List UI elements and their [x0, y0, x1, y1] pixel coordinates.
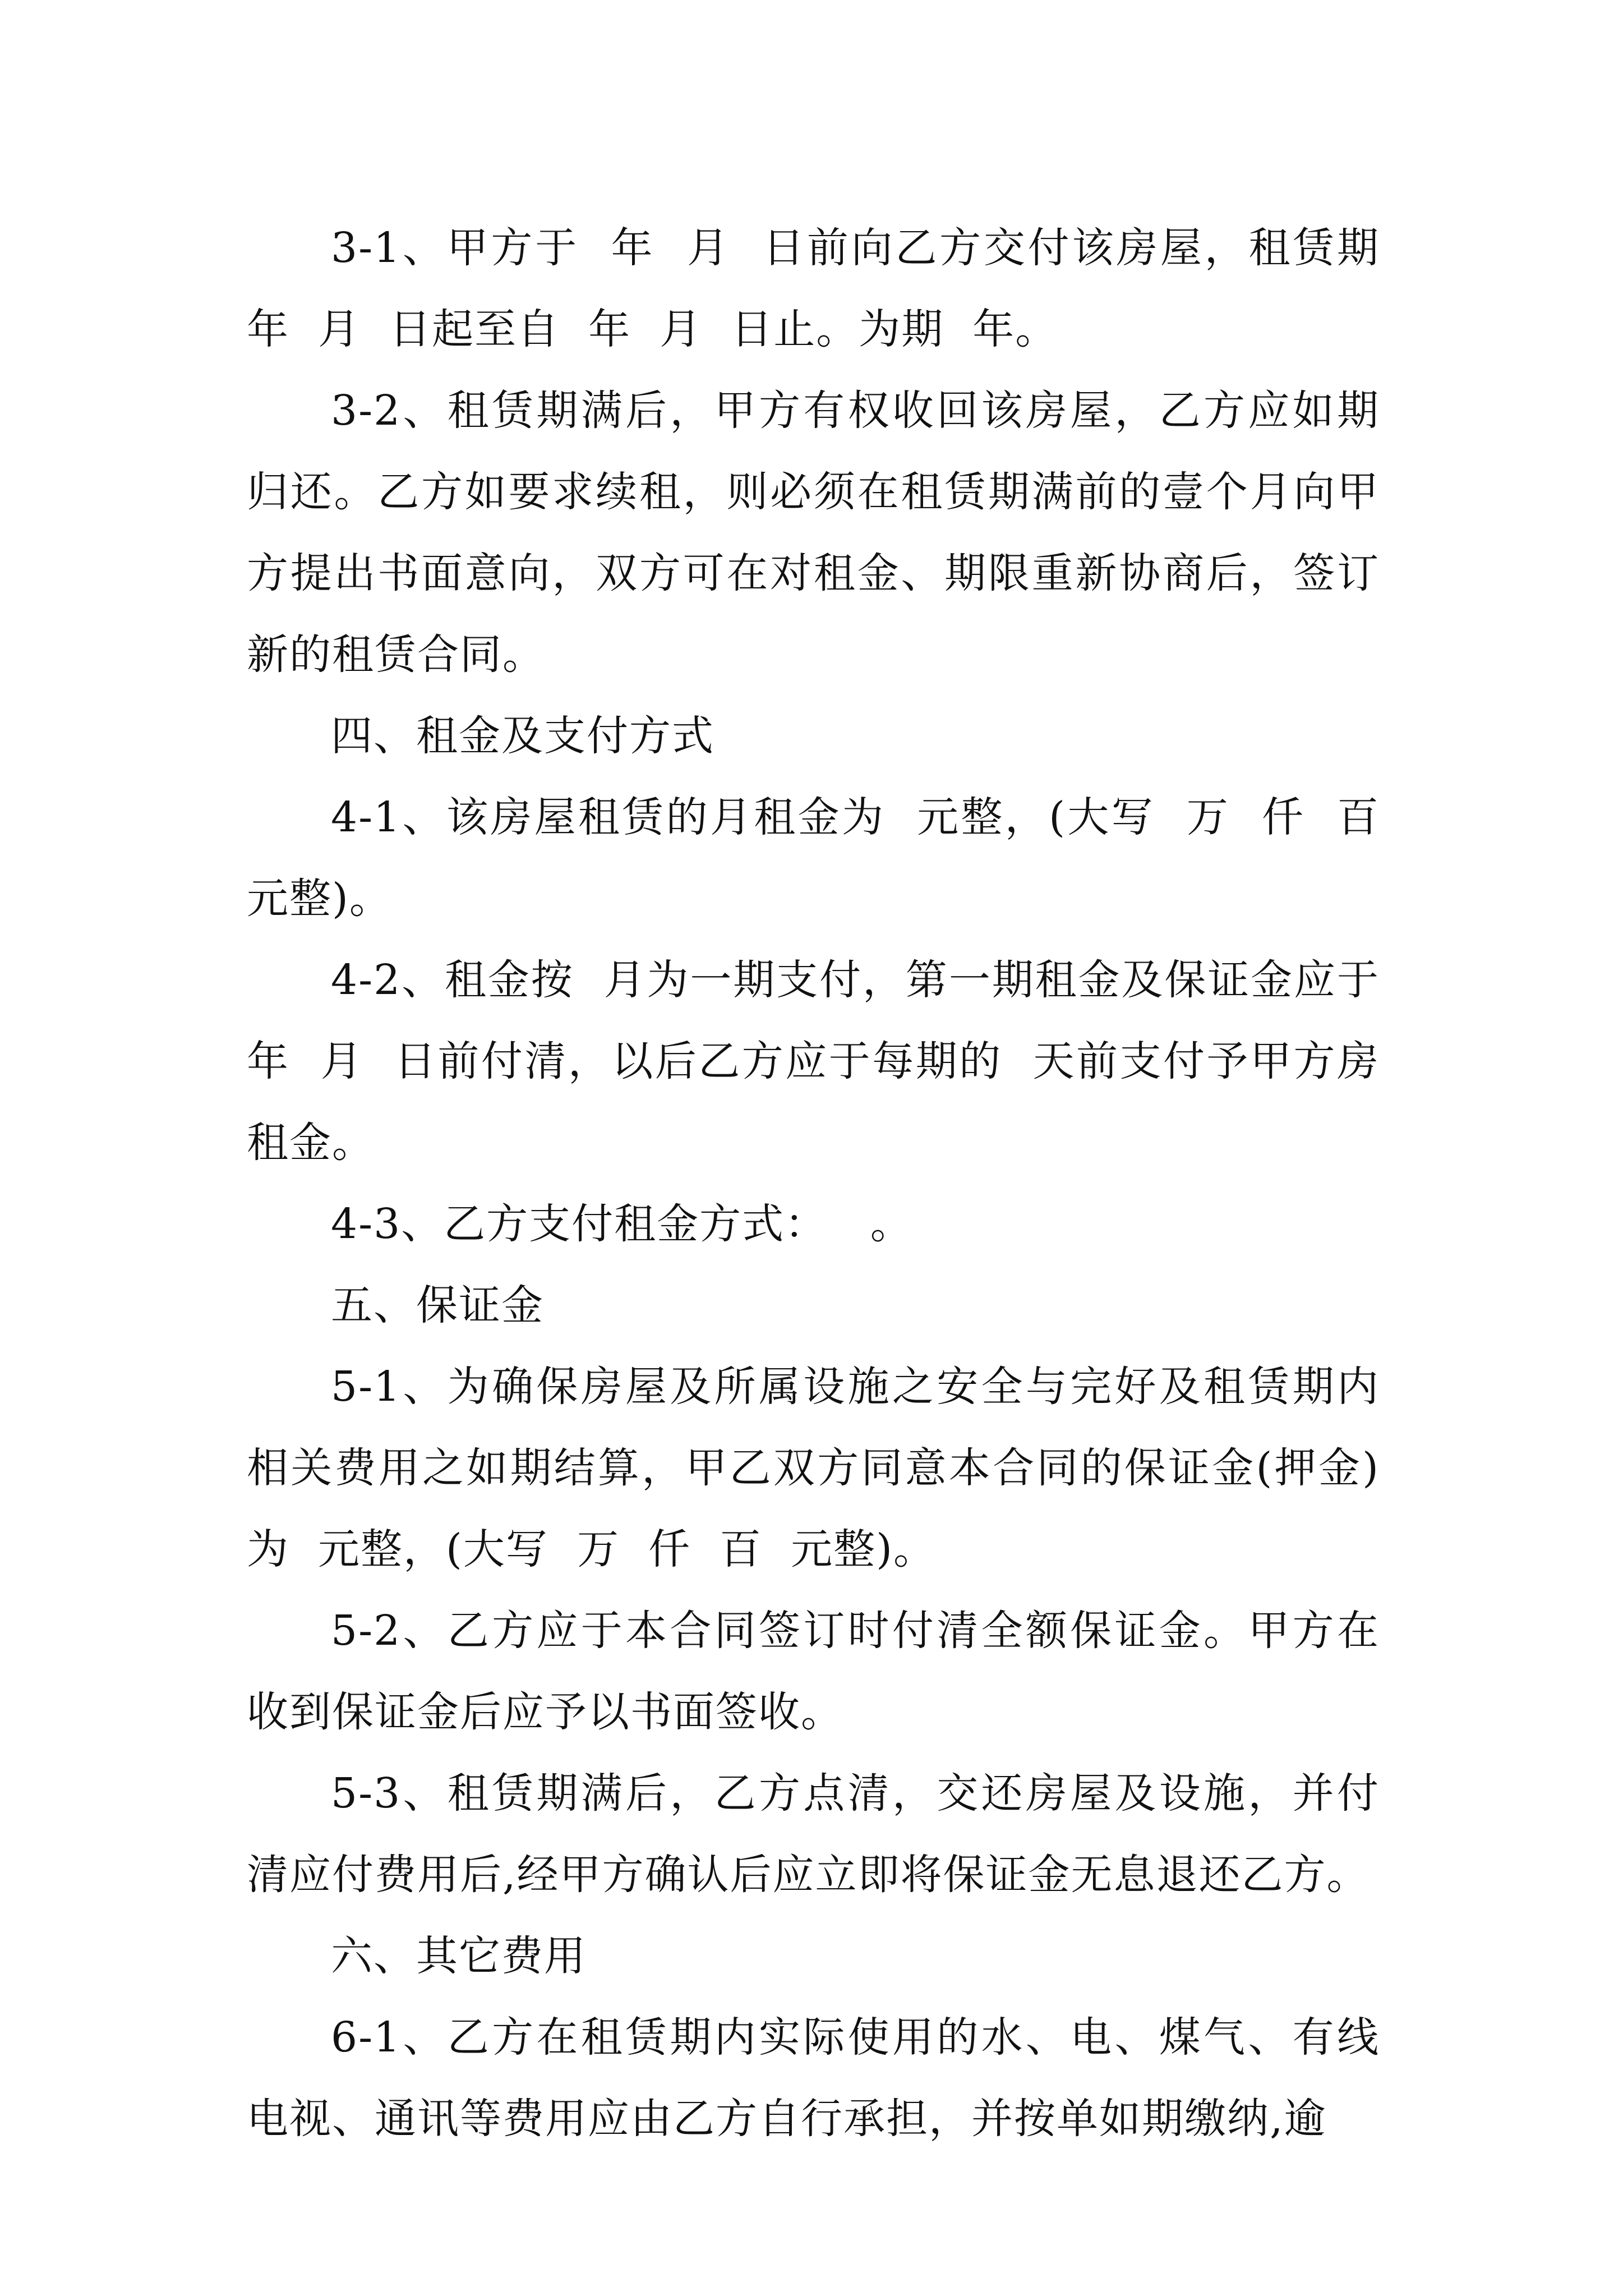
section-heading-other-fees: 六、其它费用 [331, 1932, 587, 1980]
clause-4-2: 4-2、租金按 月为一期支付，第一期租金及保证金应于 年 月 日前付清，以后乙方应于每期的 天前支付予甲方房租金。 [247, 956, 1409, 1167]
clause-4-1: 4-1、该房屋租赁的月租金为 元整，(大写 万 仟 百 元整)。 [247, 793, 1409, 923]
clause-5-2: 5-2、乙方应于本合同签订时付清全额保证金。甲方在收到保证金后应予以书面签收。 [247, 1607, 1380, 1736]
clause-5-3: 5-3、租赁期满后，乙方点清，交还房屋及设施，并付清应付费用后,经甲方确认后应立即将保证金无息退还乙方。 [247, 1769, 1380, 1899]
section-heading-rent-payment: 四、租金及支付方式 [331, 712, 714, 760]
clause-5-1: 5-1、为确保房屋及所属设施之安全与完好及租赁期内相关费用之如期结算，甲乙双方同意本合同的保证金(押金)为 元整，(大写 万 仟 百 元整)。 [247, 1363, 1380, 1573]
contract-text-body [247, 208, 1409, 2160]
clause-6-1: 6-1、乙方在租赁期内实际使用的水、电、煤气、有线电视、通讯等费用应由乙方自行承担，并按单如期缴纳,逾 [247, 2013, 1380, 2143]
clause-4-3: 4-3、乙方支付租金方式： 。 [331, 1200, 913, 1248]
clause-3-1: 3-1、甲方于 年 月 日前向乙方交付该房屋，租赁期 年 月 日起至自 年 月 日止。为期 年。 [247, 224, 1409, 353]
clause-3-2: 3-2、租赁期满后，甲方有权收回该房屋，乙方应如期归还。乙方如要求续租，则必须在租赁期满前的壹个月向甲方提出书面意向，双方可在对租金、期限重新协商后，签订新的租赁合同。 [247, 386, 1380, 679]
section-heading-deposit: 五、保证金 [331, 1281, 544, 1329]
